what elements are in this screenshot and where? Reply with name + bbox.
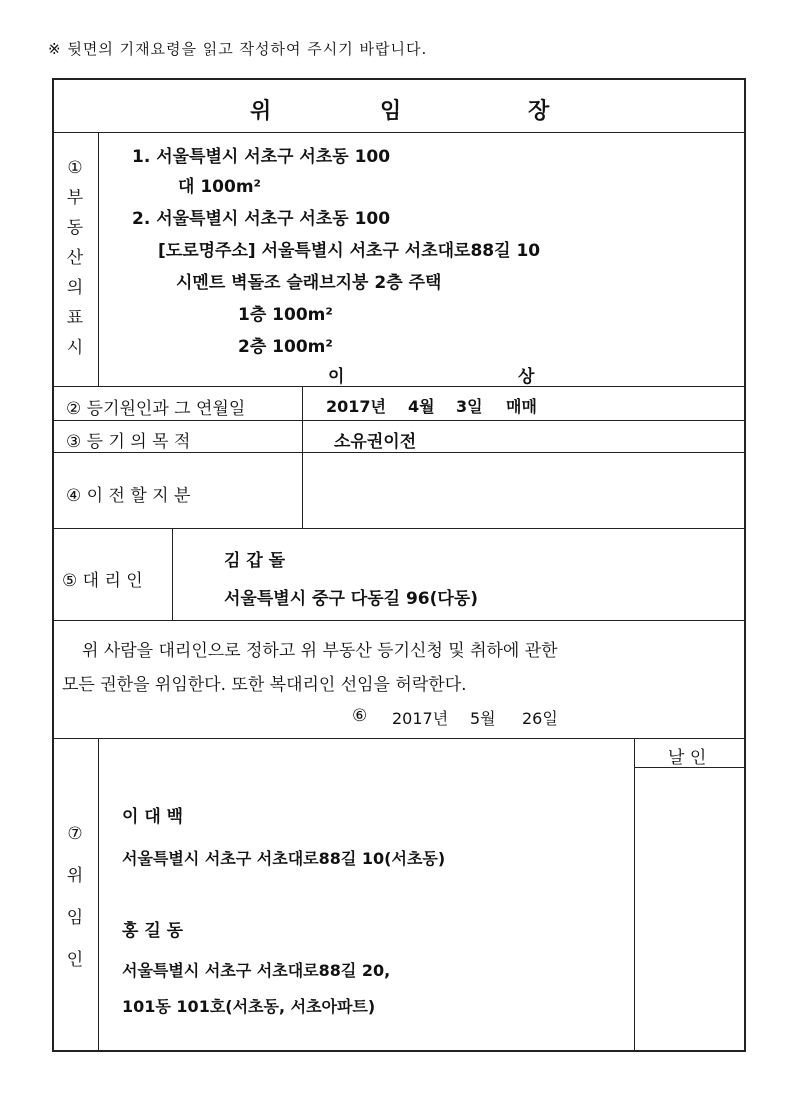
property-line-1: 1. 서울특별시 서초구 서초동 100 [132, 147, 391, 167]
property-line-7: 2층 100m² [238, 337, 333, 357]
divider-s1 [98, 132, 99, 386]
rule-delegation [52, 738, 746, 739]
s3-label: ③ 등 기 의 목 적 [66, 432, 191, 452]
s7-label-char: 임 [66, 908, 84, 928]
agent-address: 서울특별시 중구 다동길 96(다동) [224, 589, 479, 609]
delegation-line-2: 모든 권한을 위임한다. 또한 복대리인 선임을 허락한다. [62, 675, 467, 695]
property-line-4: [도로명주소] 서울특별시 서초구 서초대로88길 10 [158, 241, 541, 261]
end-mark-2: 상 [518, 367, 535, 387]
s1-label-char: 산 [66, 248, 84, 268]
s1-label-char: 표 [66, 308, 84, 328]
principal-2-name: 홍 길 동 [122, 921, 184, 941]
s2-month: 4월 [408, 397, 435, 416]
s3-value: 소유권이전 [334, 432, 417, 452]
s7-label-char: ⑦ [67, 824, 83, 844]
instruction-note: ※ 뒷면의 기재요령을 읽고 작성하여 주시기 바랍니다. [48, 40, 428, 58]
delegation-day: 26일 [522, 709, 558, 728]
s2-year: 2017년 [326, 397, 386, 416]
delegation-line-1: 위 사람을 대리인으로 정하고 위 부동산 등기신청 및 취하에 관한 [82, 641, 558, 661]
rule-s2 [52, 420, 746, 421]
divider-seal [634, 738, 635, 1052]
s7-label-char: 위 [66, 866, 84, 886]
s4-label: ④ 이 전 할 지 분 [66, 486, 191, 506]
principal-1-address: 서울특별시 서초구 서초대로88길 10(서초동) [122, 849, 446, 868]
divider-s2-s4 [302, 386, 303, 528]
s2-label: ② 등기원인과 그 연월일 [66, 399, 246, 419]
principal-2-address-2: 101동 101호(서초동, 서초아파트) [122, 997, 376, 1016]
s5-label: ⑤ 대 리 인 [62, 571, 143, 591]
title-char-1: 위 [250, 99, 272, 124]
rule-s4 [52, 528, 746, 529]
s2-cause: 매매 [506, 397, 537, 416]
delegation-date-num: ⑥ [352, 706, 368, 726]
s1-label-char: 부 [66, 188, 84, 208]
s7-label [52, 826, 98, 994]
rule-s5 [52, 620, 746, 621]
s1-label-char: ① [67, 158, 83, 178]
seal-header: 날 인 [668, 748, 707, 768]
divider-s5 [172, 528, 173, 620]
end-mark-1: 이 [328, 367, 345, 387]
property-line-5: 시멘트 벽돌조 슬래브지붕 2층 주택 [176, 273, 442, 293]
property-line-3: 2. 서울특별시 서초구 서초동 100 [132, 209, 391, 229]
agent-name: 김 갑 돌 [224, 551, 286, 571]
s1-label-char: 시 [66, 338, 84, 358]
property-line-6: 1층 100m² [238, 305, 333, 325]
property-line-2: 대 100m² [178, 177, 261, 197]
rule-s1 [52, 386, 746, 387]
s1-label-char: 의 [66, 278, 84, 298]
s1-label-char: 동 [66, 218, 84, 238]
delegation-month: 5월 [470, 709, 496, 728]
divider-s7 [98, 738, 99, 1052]
title-char-2: 임 [380, 99, 402, 124]
s1-label [52, 160, 98, 370]
rule-title [52, 132, 746, 133]
s7-label-char: 인 [66, 950, 84, 970]
rule-s3 [52, 452, 746, 453]
delegation-year: 2017년 [392, 709, 449, 728]
title-char-3: 장 [528, 99, 550, 124]
principal-1-name: 이 대 백 [122, 807, 184, 827]
principal-2-address-1: 서울특별시 서초구 서초대로88길 20, [122, 961, 391, 980]
s2-day: 3일 [456, 397, 483, 416]
